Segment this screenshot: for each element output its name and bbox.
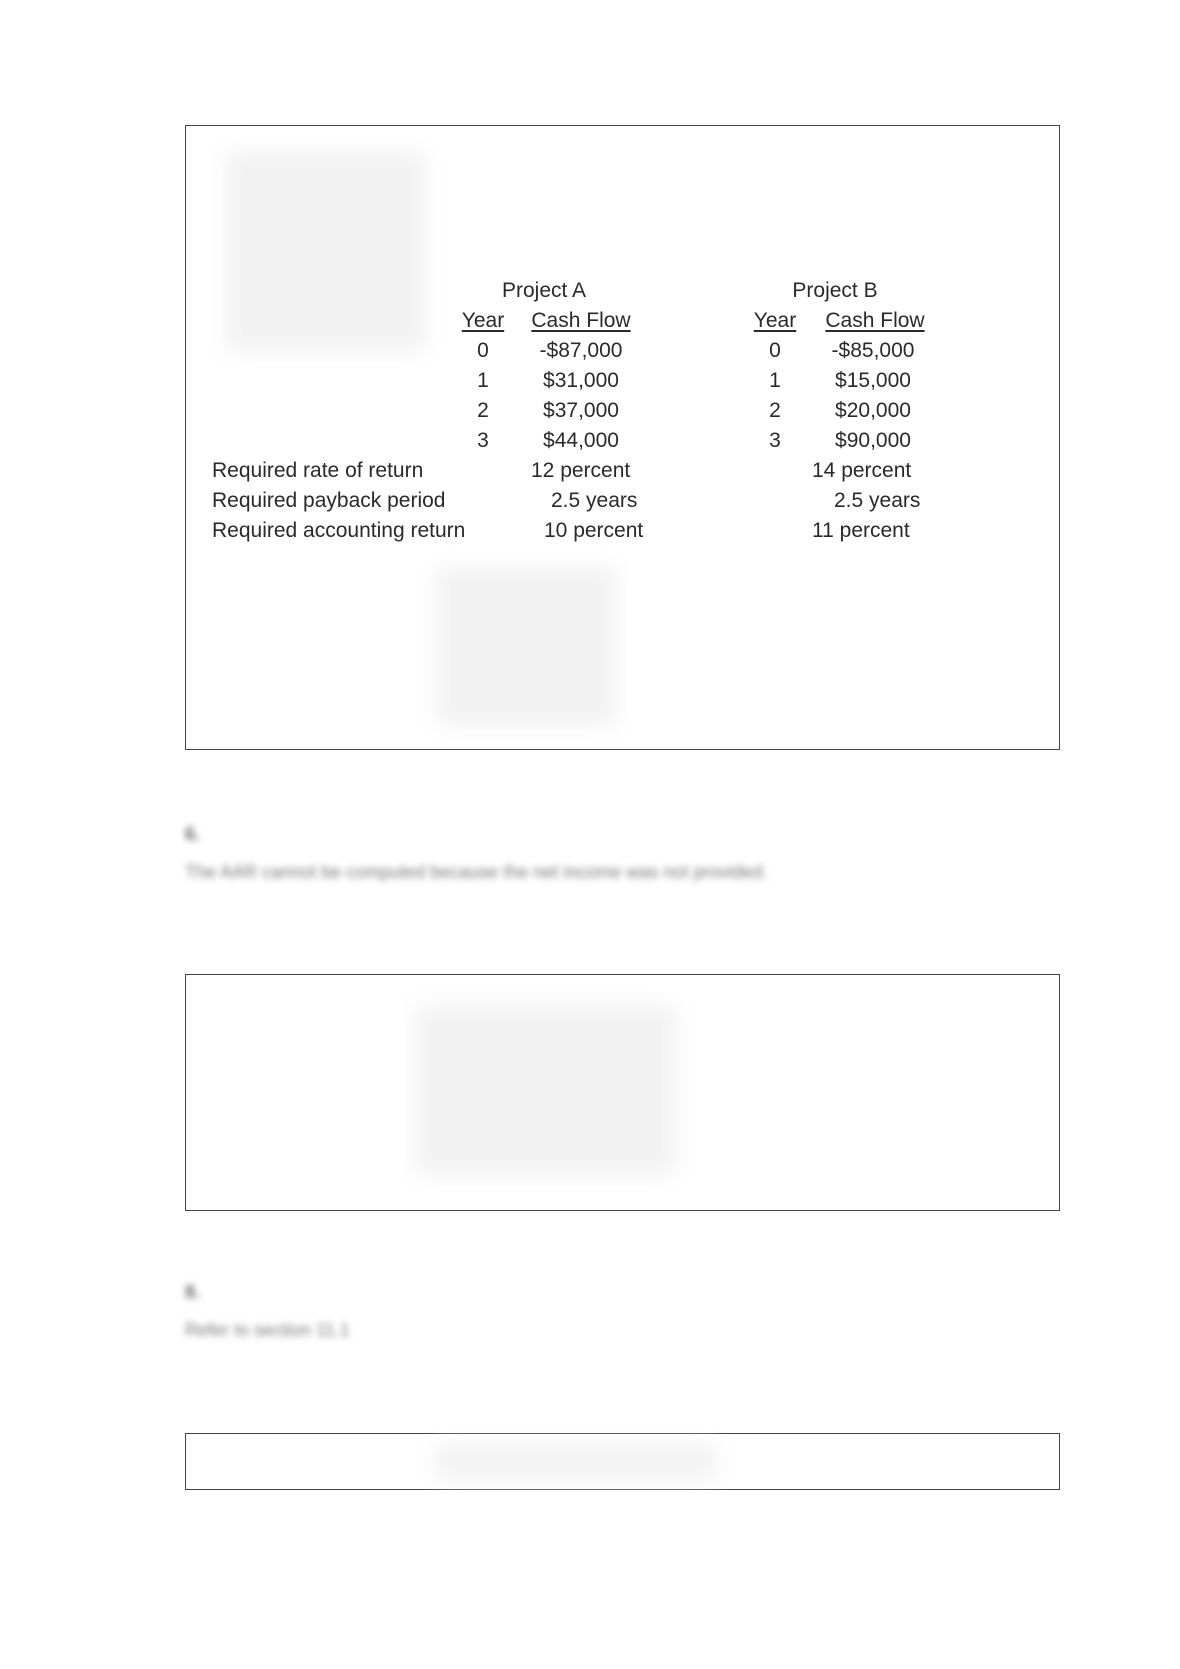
blurred-region [436, 566, 616, 726]
project-b-cash-flow: $90,000 [835, 429, 911, 452]
blurred-region [226, 151, 426, 351]
project-b-year: 2 [769, 399, 781, 422]
project-b-year: 0 [769, 339, 781, 362]
row-label-accounting: Required accounting return [212, 519, 466, 542]
project-b-title: Project B [792, 279, 878, 302]
project-a-payback: 2.5 years [551, 489, 638, 512]
row-label-payback: Required payback period [212, 489, 446, 512]
project-b-year: 3 [769, 429, 781, 452]
project-a-accounting: 10 percent [544, 519, 644, 542]
answer-box-2 [185, 974, 1060, 1211]
project-b-accounting: 11 percent [812, 519, 910, 542]
blurred-region [436, 1444, 716, 1480]
project-a-cash-flow-header: Cash Flow [531, 309, 631, 332]
row-label-rate: Required rate of return [212, 459, 424, 482]
question-8-answer: Refer to section 11.1 [185, 1320, 350, 1340]
project-a-cash-flow: $31,000 [543, 369, 619, 392]
blurred-region [416, 1005, 676, 1175]
project-a-cash-flow: $44,000 [543, 429, 619, 452]
project-a-year: 1 [477, 369, 489, 392]
answer-box-3 [185, 1433, 1060, 1490]
question-6-marker: 6. [185, 824, 201, 844]
project-a-year-header: Year [461, 309, 505, 332]
project-b-cash-flow-header: Cash Flow [825, 309, 925, 332]
project-a-title: Project A [501, 279, 587, 302]
project-a-year: 3 [477, 429, 489, 452]
project-b-payback: 2.5 years [834, 489, 921, 512]
project-a-cash-flow: -$87,000 [539, 339, 623, 362]
project-b-cash-flow: $15,000 [835, 369, 911, 392]
project-b-year-header: Year [753, 309, 797, 332]
project-a-cash-flow: $37,000 [543, 399, 619, 422]
project-a-year: 0 [477, 339, 489, 362]
project-a-year: 2 [477, 399, 489, 422]
question-8-marker: 8. [185, 1282, 201, 1302]
project-b-year: 1 [769, 369, 781, 392]
project-a-rate: 12 percent [531, 459, 631, 482]
question-6-answer: The AAR cannot be computed because the net income was not provided. [185, 862, 768, 882]
project-b-cash-flow: $20,000 [835, 399, 911, 422]
project-b-rate: 14 percent [812, 459, 912, 482]
project-b-cash-flow: -$85,000 [831, 339, 915, 362]
